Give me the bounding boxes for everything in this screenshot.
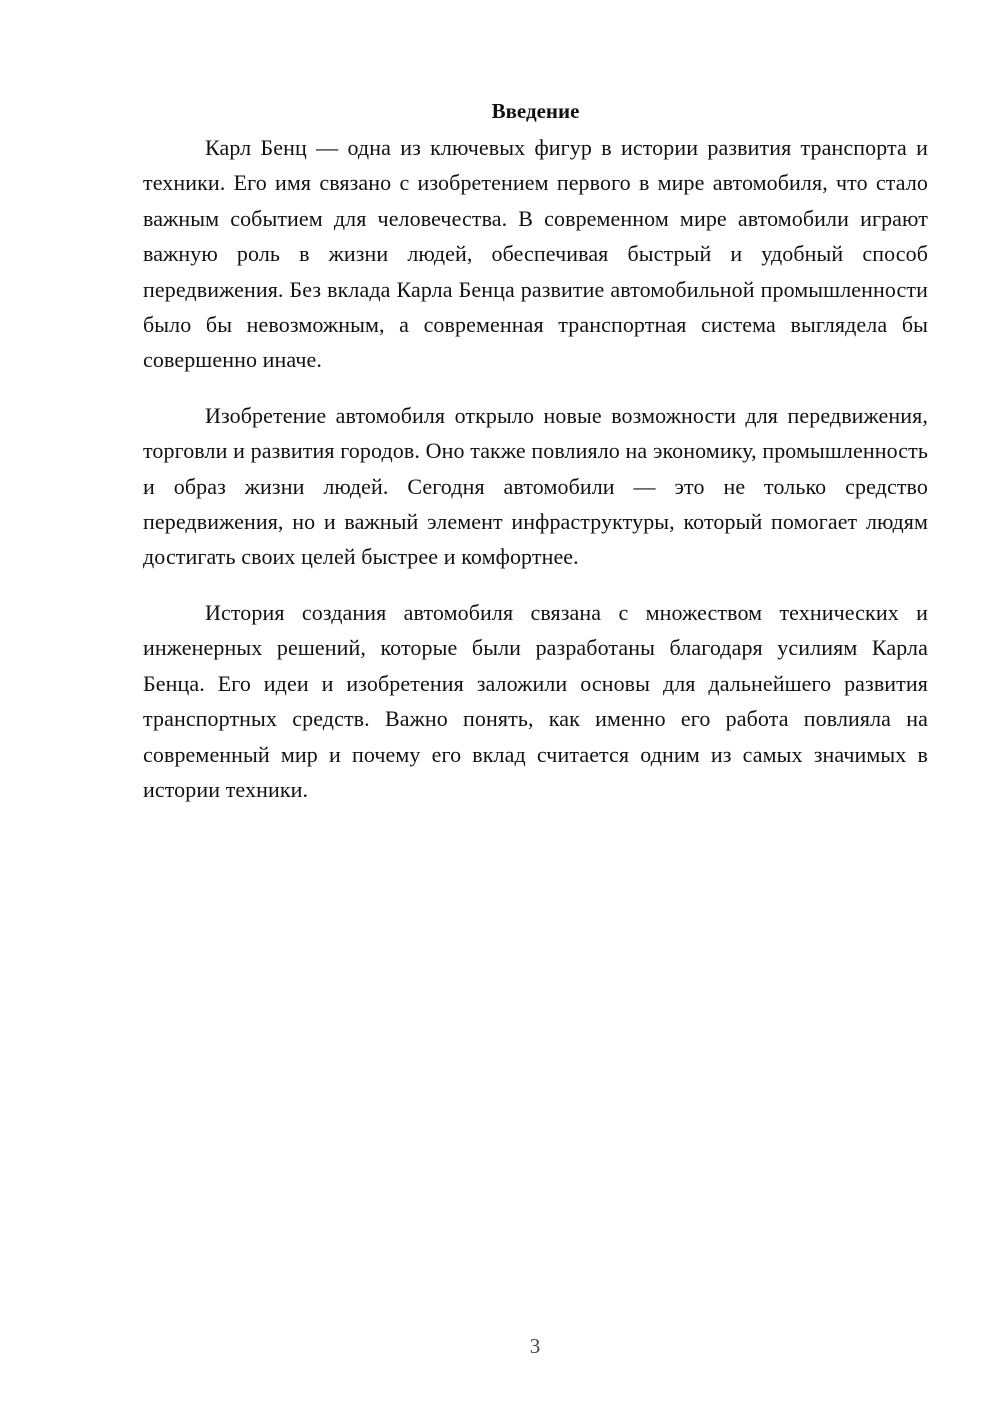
intro-paragraph-1: Карл Бенц — одна из ключевых фигур в истории развития транспорта и техники. Его имя связано с изобретением первого в мире автомобиля, что стало важным событием для человечества. В современном мире автомобили играют важную роль в жизни людей, обеспечивая быстрый и удобный способ передвижения. Без вклада Карла Бенца развитие автомобильной промышленности было бы невозможным, а современная транспортная система выглядела бы совершенно иначе. [143,135,928,373]
intro-paragraph-3: История создания автомобиля связана с множеством технических и инженерных решений, которые были разработаны благодаря усилиям Карла Бенца. Его идеи и изобретения заложили основы для дальнейшего развития транспортных средств. Важно понять, как именно его работа повлияла на современный мир и почему его вклад считается одним из самых значимых в истории техники. [143,599,928,802]
intro-paragraph-2: Изобретение автомобиля открыло новые возможности для передвижения, торговли и развития городов. Оно также повлияло на экономику, промышленность и образ жизни людей. Сегодня автомобили — это не только средство передвижения, но и важный элемент инфраструктуры, который помогает людям достигать своих целей быстрее и комфортнее. [143,402,928,570]
page-number: 3 [529,1334,541,1358]
page-content [143,96,928,807]
section-heading: Введение [491,99,580,123]
